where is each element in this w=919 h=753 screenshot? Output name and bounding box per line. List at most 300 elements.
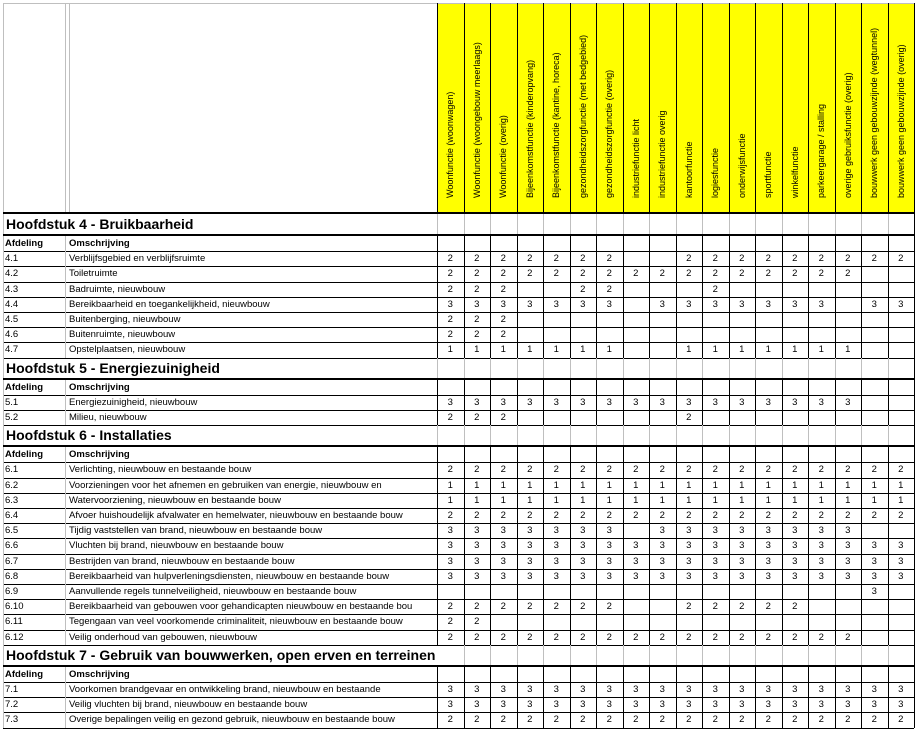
requirement-value[interactable] [835, 599, 862, 614]
requirement-value[interactable] [596, 614, 623, 629]
requirement-value[interactable]: 3 [659, 570, 665, 582]
requirement-value[interactable] [888, 410, 915, 425]
requirement-value[interactable]: 2 [739, 714, 745, 726]
requirement-value[interactable]: 1 [527, 344, 533, 356]
requirement-value[interactable] [649, 282, 676, 297]
requirement-value[interactable] [623, 614, 650, 629]
requirement-value[interactable]: 1 [792, 344, 798, 356]
requirement-value[interactable]: 3 [765, 298, 771, 310]
requirement-value[interactable]: 3 [818, 298, 824, 310]
requirement-value[interactable]: 2 [898, 510, 904, 521]
requirement-value[interactable]: 1 [712, 344, 718, 356]
requirement-value[interactable] [835, 312, 862, 327]
requirement-value[interactable] [649, 327, 676, 342]
requirement-value[interactable] [888, 342, 915, 357]
requirement-value[interactable]: 2 [527, 268, 533, 280]
requirement-value[interactable]: 1 [447, 494, 453, 506]
requirement-value[interactable] [835, 297, 862, 312]
requirement-value[interactable]: 3 [580, 396, 586, 408]
requirement-value[interactable]: 2 [553, 464, 559, 476]
requirement-value[interactable]: 3 [845, 525, 851, 537]
requirement-value[interactable]: 2 [474, 464, 480, 476]
requirement-value[interactable] [517, 410, 544, 425]
requirement-value[interactable]: 3 [818, 555, 824, 567]
requirement-value[interactable] [808, 312, 835, 327]
requirement-value[interactable]: 1 [792, 479, 798, 491]
requirement-value[interactable]: 3 [845, 396, 851, 408]
requirement-value[interactable] [543, 614, 570, 629]
requirement-value[interactable]: 3 [845, 570, 851, 582]
requirement-value[interactable] [888, 599, 915, 614]
requirement-value[interactable]: 1 [447, 344, 453, 356]
requirement-value[interactable] [888, 266, 915, 281]
requirement-value[interactable]: 2 [633, 268, 639, 280]
requirement-value[interactable] [835, 584, 862, 599]
requirement-value[interactable]: 2 [765, 510, 771, 521]
requirement-value[interactable] [676, 584, 703, 599]
requirement-value[interactable] [782, 614, 809, 629]
requirement-value[interactable]: 3 [447, 699, 453, 711]
requirement-value[interactable]: 3 [898, 540, 904, 552]
requirement-value[interactable]: 2 [474, 714, 480, 726]
requirement-value[interactable]: 2 [606, 631, 612, 643]
requirement-value[interactable]: 3 [712, 699, 718, 711]
requirement-value[interactable] [888, 614, 915, 629]
requirement-value[interactable]: 2 [792, 601, 798, 613]
requirement-value[interactable]: 3 [898, 298, 904, 310]
requirement-value[interactable]: 3 [898, 699, 904, 711]
requirement-value[interactable]: 2 [765, 631, 771, 643]
requirement-value[interactable]: 1 [739, 494, 745, 506]
requirement-value[interactable] [808, 327, 835, 342]
requirement-value[interactable] [861, 395, 888, 410]
requirement-value[interactable]: 3 [527, 699, 533, 711]
requirement-value[interactable] [782, 312, 809, 327]
requirement-value[interactable]: 2 [712, 253, 718, 265]
column-header[interactable] [570, 3, 597, 212]
requirement-value[interactable] [596, 327, 623, 342]
requirement-value[interactable] [649, 410, 676, 425]
requirement-value[interactable]: 3 [606, 684, 612, 695]
requirement-value[interactable]: 2 [500, 601, 506, 613]
requirement-value[interactable]: 2 [447, 616, 453, 628]
requirement-value[interactable]: 2 [606, 283, 612, 295]
requirement-value[interactable]: 3 [500, 684, 506, 695]
requirement-value[interactable]: 2 [792, 631, 798, 643]
requirement-value[interactable]: 2 [474, 412, 480, 423]
requirement-value[interactable]: 3 [739, 684, 745, 695]
requirement-value[interactable]: 3 [500, 298, 506, 310]
requirement-value[interactable]: 2 [633, 714, 639, 726]
requirement-value[interactable]: 2 [686, 714, 692, 726]
requirement-value[interactable]: 3 [739, 396, 745, 408]
requirement-value[interactable]: 2 [447, 464, 453, 476]
requirement-value[interactable] [729, 584, 756, 599]
requirement-value[interactable]: 3 [686, 540, 692, 552]
requirement-value[interactable] [649, 584, 676, 599]
requirement-value[interactable]: 2 [712, 464, 718, 476]
requirement-value[interactable]: 3 [712, 555, 718, 567]
requirement-value[interactable]: 3 [739, 570, 745, 582]
requirement-value[interactable] [649, 599, 676, 614]
requirement-value[interactable] [861, 614, 888, 629]
requirement-value[interactable] [623, 327, 650, 342]
requirement-value[interactable]: 3 [765, 540, 771, 552]
requirement-value[interactable]: 3 [739, 540, 745, 552]
requirement-value[interactable]: 2 [633, 464, 639, 476]
requirement-value[interactable]: 2 [633, 510, 639, 521]
requirement-value[interactable] [570, 312, 597, 327]
requirement-value[interactable] [702, 584, 729, 599]
requirement-value[interactable]: 2 [712, 268, 718, 280]
requirement-value[interactable]: 3 [606, 540, 612, 552]
requirement-value[interactable]: 2 [447, 631, 453, 643]
requirement-value[interactable] [543, 312, 570, 327]
requirement-value[interactable]: 2 [580, 510, 586, 521]
requirement-value[interactable]: 3 [580, 555, 586, 567]
requirement-value[interactable]: 2 [845, 253, 851, 265]
requirement-value[interactable]: 3 [659, 396, 665, 408]
requirement-value[interactable]: 3 [580, 699, 586, 711]
requirement-value[interactable] [755, 312, 782, 327]
requirement-value[interactable] [782, 327, 809, 342]
requirement-value[interactable]: 2 [447, 314, 453, 325]
requirement-value[interactable] [835, 282, 862, 297]
requirement-value[interactable] [835, 614, 862, 629]
requirement-value[interactable]: 2 [739, 464, 745, 476]
requirement-value[interactable] [596, 584, 623, 599]
requirement-value[interactable]: 3 [580, 684, 586, 695]
requirement-value[interactable]: 3 [500, 396, 506, 408]
requirement-value[interactable]: 1 [792, 494, 798, 506]
requirement-value[interactable]: 3 [765, 396, 771, 408]
requirement-value[interactable]: 2 [500, 412, 506, 423]
requirement-value[interactable] [623, 599, 650, 614]
requirement-value[interactable]: 2 [553, 268, 559, 280]
requirement-value[interactable]: 2 [447, 253, 453, 265]
requirement-value[interactable]: 2 [686, 268, 692, 280]
requirement-value[interactable] [702, 327, 729, 342]
requirement-value[interactable]: 1 [686, 344, 692, 356]
requirement-value[interactable]: 3 [765, 525, 771, 537]
requirement-value[interactable] [570, 584, 597, 599]
requirement-value[interactable]: 2 [527, 510, 533, 521]
requirement-value[interactable]: 3 [447, 555, 453, 567]
requirement-value[interactable]: 2 [580, 283, 586, 295]
requirement-value[interactable]: 2 [606, 714, 612, 726]
requirement-value[interactable]: 1 [898, 479, 904, 491]
requirement-value[interactable]: 1 [633, 494, 639, 506]
requirement-value[interactable]: 2 [474, 631, 480, 643]
requirement-value[interactable] [755, 327, 782, 342]
requirement-value[interactable] [729, 282, 756, 297]
requirement-value[interactable]: 3 [818, 684, 824, 695]
requirement-value[interactable]: 3 [580, 525, 586, 537]
requirement-value[interactable]: 2 [765, 714, 771, 726]
requirement-value[interactable]: 2 [474, 616, 480, 628]
requirement-value[interactable]: 2 [898, 253, 904, 265]
requirement-value[interactable]: 3 [871, 298, 877, 310]
requirement-value[interactable]: 2 [686, 510, 692, 521]
requirement-value[interactable]: 3 [871, 570, 877, 582]
requirement-value[interactable] [570, 327, 597, 342]
requirement-value[interactable]: 3 [527, 684, 533, 695]
requirement-value[interactable]: 2 [659, 631, 665, 643]
requirement-value[interactable]: 2 [818, 631, 824, 643]
requirement-value[interactable]: 2 [580, 601, 586, 613]
requirement-value[interactable] [437, 584, 464, 599]
requirement-value[interactable] [543, 410, 570, 425]
requirement-value[interactable]: 2 [686, 464, 692, 476]
requirement-value[interactable]: 3 [871, 540, 877, 552]
requirement-value[interactable]: 1 [686, 479, 692, 491]
requirement-value[interactable]: 1 [765, 344, 771, 356]
requirement-value[interactable] [623, 410, 650, 425]
column-header[interactable] [861, 3, 888, 212]
requirement-value[interactable]: 1 [818, 479, 824, 491]
requirement-value[interactable] [729, 327, 756, 342]
requirement-value[interactable] [623, 297, 650, 312]
requirement-value[interactable]: 3 [898, 555, 904, 567]
requirement-value[interactable]: 2 [500, 283, 506, 295]
requirement-value[interactable]: 3 [659, 540, 665, 552]
requirement-value[interactable] [676, 327, 703, 342]
requirement-value[interactable]: 2 [447, 714, 453, 726]
requirement-value[interactable]: 3 [792, 540, 798, 552]
requirement-value[interactable]: 1 [765, 494, 771, 506]
requirement-value[interactable]: 1 [739, 344, 745, 356]
requirement-value[interactable] [649, 342, 676, 357]
requirement-value[interactable]: 3 [686, 699, 692, 711]
requirement-value[interactable] [596, 312, 623, 327]
requirement-value[interactable]: 3 [686, 525, 692, 537]
requirement-value[interactable] [623, 523, 650, 538]
requirement-value[interactable] [702, 312, 729, 327]
requirement-value[interactable] [517, 614, 544, 629]
requirement-value[interactable]: 3 [792, 699, 798, 711]
requirement-value[interactable] [755, 282, 782, 297]
requirement-value[interactable] [464, 584, 491, 599]
requirement-value[interactable]: 2 [712, 601, 718, 613]
requirement-value[interactable]: 2 [580, 714, 586, 726]
requirement-value[interactable]: 3 [474, 684, 480, 695]
requirement-value[interactable] [702, 614, 729, 629]
requirement-value[interactable]: 1 [818, 344, 824, 356]
requirement-value[interactable]: 1 [553, 494, 559, 506]
requirement-value[interactable]: 2 [898, 714, 904, 726]
requirement-value[interactable]: 2 [474, 329, 480, 341]
requirement-value[interactable]: 3 [447, 298, 453, 310]
requirement-value[interactable]: 3 [474, 525, 480, 537]
requirement-value[interactable]: 1 [527, 479, 533, 491]
requirement-value[interactable] [755, 614, 782, 629]
requirement-value[interactable]: 3 [553, 699, 559, 711]
requirement-value[interactable] [649, 614, 676, 629]
requirement-value[interactable]: 3 [686, 396, 692, 408]
requirement-value[interactable]: 2 [739, 268, 745, 280]
requirement-value[interactable]: 1 [553, 344, 559, 356]
requirement-value[interactable] [676, 282, 703, 297]
requirement-value[interactable]: 2 [553, 510, 559, 521]
requirement-value[interactable] [543, 282, 570, 297]
requirement-value[interactable]: 2 [792, 253, 798, 265]
requirement-value[interactable] [517, 584, 544, 599]
requirement-value[interactable]: 3 [792, 684, 798, 695]
requirement-value[interactable]: 2 [553, 253, 559, 265]
requirement-value[interactable]: 2 [447, 510, 453, 521]
requirement-value[interactable]: 3 [871, 586, 877, 597]
requirement-value[interactable] [861, 630, 888, 645]
requirement-value[interactable]: 2 [606, 268, 612, 280]
requirement-value[interactable]: 3 [606, 525, 612, 537]
requirement-value[interactable] [888, 312, 915, 327]
requirement-value[interactable] [888, 282, 915, 297]
requirement-value[interactable] [649, 312, 676, 327]
requirement-value[interactable]: 3 [818, 570, 824, 582]
requirement-value[interactable]: 2 [871, 253, 877, 265]
requirement-value[interactable]: 2 [659, 268, 665, 280]
requirement-value[interactable]: 1 [527, 494, 533, 506]
requirement-value[interactable] [729, 614, 756, 629]
requirement-value[interactable] [835, 410, 862, 425]
requirement-value[interactable] [835, 327, 862, 342]
requirement-value[interactable] [517, 312, 544, 327]
requirement-value[interactable]: 3 [606, 555, 612, 567]
column-header[interactable] [543, 3, 570, 212]
requirement-value[interactable] [888, 523, 915, 538]
requirement-value[interactable]: 1 [686, 494, 692, 506]
requirement-value[interactable]: 3 [633, 699, 639, 711]
requirement-value[interactable]: 2 [765, 464, 771, 476]
requirement-value[interactable]: 3 [659, 699, 665, 711]
requirement-value[interactable]: 3 [633, 540, 639, 552]
requirement-value[interactable]: 2 [686, 253, 692, 265]
requirement-value[interactable]: 3 [527, 540, 533, 552]
requirement-value[interactable] [861, 342, 888, 357]
requirement-value[interactable]: 3 [686, 555, 692, 567]
requirement-value[interactable]: 1 [739, 479, 745, 491]
column-header[interactable] [808, 3, 835, 212]
requirement-value[interactable]: 1 [659, 494, 665, 506]
requirement-value[interactable]: 3 [580, 298, 586, 310]
requirement-value[interactable]: 2 [500, 314, 506, 325]
requirement-value[interactable]: 3 [633, 555, 639, 567]
requirement-value[interactable]: 2 [792, 464, 798, 476]
column-header[interactable] [676, 3, 703, 212]
requirement-value[interactable]: 2 [474, 510, 480, 521]
requirement-value[interactable]: 2 [818, 464, 824, 476]
requirement-value[interactable]: 2 [527, 601, 533, 613]
requirement-value[interactable]: 2 [792, 714, 798, 726]
requirement-value[interactable] [570, 614, 597, 629]
requirement-value[interactable]: 2 [818, 510, 824, 521]
requirement-value[interactable]: 3 [871, 699, 877, 711]
requirement-value[interactable]: 2 [580, 631, 586, 643]
requirement-value[interactable]: 2 [739, 253, 745, 265]
requirement-value[interactable] [623, 312, 650, 327]
requirement-value[interactable] [623, 251, 650, 266]
requirement-value[interactable]: 1 [871, 479, 877, 491]
requirement-value[interactable] [888, 395, 915, 410]
requirement-value[interactable]: 2 [845, 631, 851, 643]
requirement-value[interactable]: 3 [580, 570, 586, 582]
requirement-value[interactable]: 3 [474, 540, 480, 552]
requirement-value[interactable] [861, 523, 888, 538]
requirement-value[interactable]: 3 [818, 699, 824, 711]
requirement-value[interactable]: 3 [447, 396, 453, 408]
requirement-value[interactable] [782, 282, 809, 297]
requirement-value[interactable]: 1 [818, 494, 824, 506]
requirement-value[interactable]: 3 [765, 699, 771, 711]
requirement-value[interactable] [861, 327, 888, 342]
requirement-value[interactable]: 3 [474, 699, 480, 711]
requirement-value[interactable] [623, 584, 650, 599]
requirement-value[interactable] [808, 614, 835, 629]
requirement-value[interactable]: 1 [712, 494, 718, 506]
requirement-value[interactable]: 3 [527, 570, 533, 582]
requirement-value[interactable]: 3 [659, 525, 665, 537]
requirement-value[interactable] [755, 584, 782, 599]
requirement-value[interactable] [490, 614, 517, 629]
requirement-value[interactable]: 3 [500, 540, 506, 552]
requirement-value[interactable] [676, 614, 703, 629]
requirement-value[interactable]: 2 [606, 253, 612, 265]
requirement-value[interactable]: 2 [500, 714, 506, 726]
requirement-value[interactable] [861, 282, 888, 297]
requirement-value[interactable]: 3 [845, 684, 851, 695]
requirement-value[interactable]: 3 [553, 555, 559, 567]
requirement-value[interactable]: 2 [739, 601, 745, 613]
requirement-value[interactable]: 3 [686, 570, 692, 582]
column-header[interactable] [702, 3, 729, 212]
requirement-value[interactable]: 3 [500, 525, 506, 537]
requirement-value[interactable]: 2 [447, 283, 453, 295]
requirement-value[interactable]: 3 [500, 555, 506, 567]
requirement-value[interactable]: 3 [474, 298, 480, 310]
requirement-value[interactable] [729, 410, 756, 425]
requirement-value[interactable] [782, 584, 809, 599]
requirement-value[interactable]: 2 [871, 714, 877, 726]
requirement-value[interactable]: 1 [606, 494, 612, 506]
column-header[interactable] [755, 3, 782, 212]
requirement-value[interactable]: 2 [553, 631, 559, 643]
requirement-value[interactable]: 1 [553, 479, 559, 491]
column-header[interactable] [464, 3, 491, 212]
requirement-value[interactable] [543, 327, 570, 342]
requirement-value[interactable]: 2 [845, 464, 851, 476]
requirement-value[interactable]: 3 [739, 555, 745, 567]
requirement-value[interactable]: 1 [606, 344, 612, 356]
requirement-value[interactable] [782, 410, 809, 425]
requirement-value[interactable]: 2 [818, 714, 824, 726]
requirement-value[interactable]: 3 [818, 525, 824, 537]
requirement-value[interactable]: 1 [474, 344, 480, 356]
requirement-value[interactable]: 2 [712, 631, 718, 643]
requirement-value[interactable]: 3 [686, 298, 692, 310]
requirement-value[interactable]: 2 [447, 268, 453, 280]
requirement-value[interactable]: 3 [553, 684, 559, 695]
requirement-value[interactable]: 3 [765, 555, 771, 567]
requirement-value[interactable]: 3 [712, 396, 718, 408]
requirement-value[interactable]: 3 [553, 298, 559, 310]
requirement-value[interactable]: 2 [606, 464, 612, 476]
requirement-value[interactable]: 3 [659, 298, 665, 310]
requirement-value[interactable]: 3 [474, 396, 480, 408]
requirement-value[interactable]: 3 [818, 540, 824, 552]
requirement-value[interactable]: 2 [845, 268, 851, 280]
requirement-value[interactable]: 1 [447, 479, 453, 491]
requirement-value[interactable]: 3 [659, 555, 665, 567]
